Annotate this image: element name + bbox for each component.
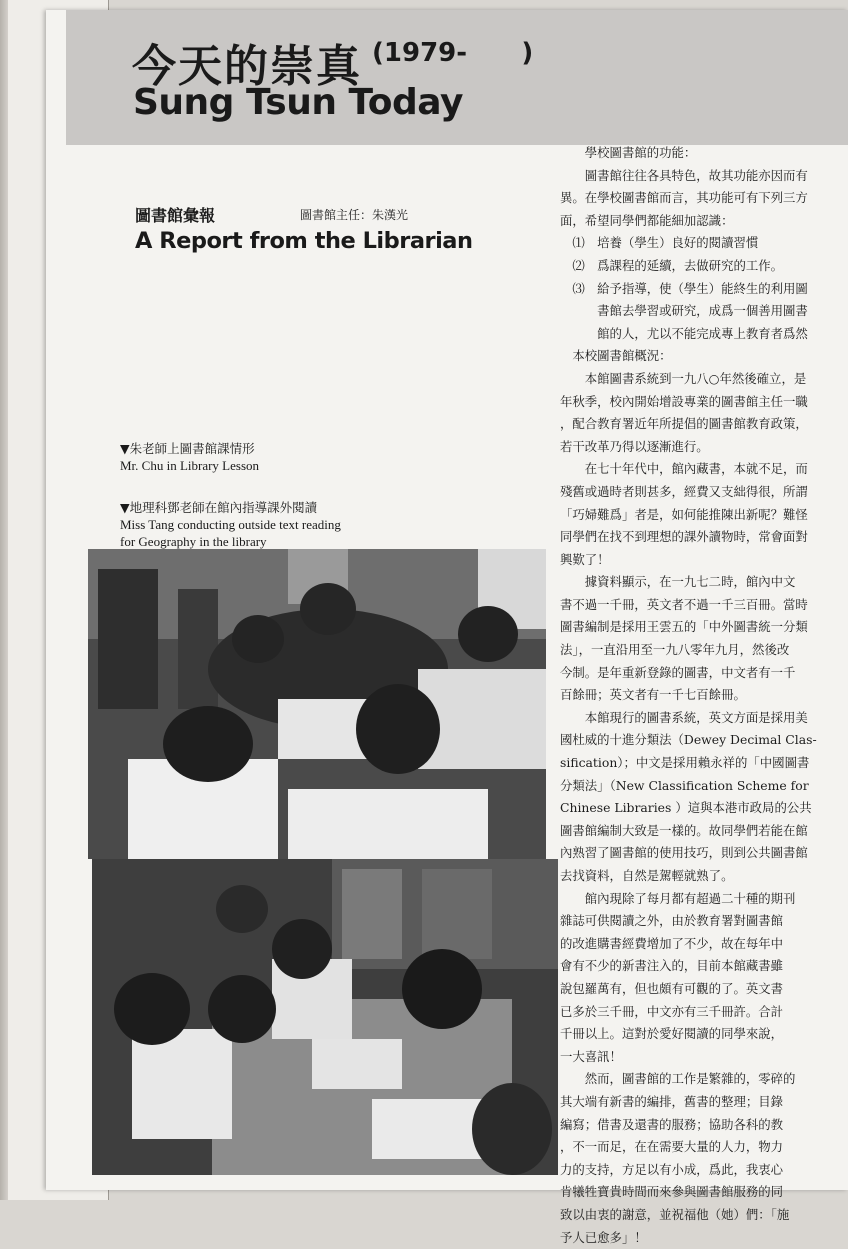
- caption-english: Mr. Chu in Library Lesson: [120, 457, 259, 474]
- article-line: 學校圖書館的功能：: [560, 142, 848, 165]
- article-line: 其大端有新書的編排，舊書的整理；目錄: [560, 1091, 848, 1114]
- article-line: 編寫；借書及還書的服務；協助各科的教: [560, 1114, 848, 1137]
- article-line: 的改進購書經費增加了不少，故在每年中: [560, 933, 848, 956]
- article-line: 會有不少的新書注入的，目前本館藏書雖: [560, 955, 848, 978]
- report-author: 圖書館主任：朱漢光: [300, 206, 408, 223]
- article-line: 本校圖書館概況：: [560, 345, 848, 368]
- report-title-chinese: 圖書館彙報: [135, 203, 215, 226]
- caption-english: Miss Tang conducting outside text reading: [120, 516, 341, 533]
- article-line: 然而，圖書館的工作是繁雜的，零碎的: [560, 1068, 848, 1091]
- article-line: 在七十年代中，館內藏書，本就不足，而: [560, 458, 848, 481]
- article-line: 內熟習了圖書館的使用技巧，則到公共圖書館: [560, 842, 848, 865]
- article-line: 圖書編制是採用王雲五的「中外圖書統一分類: [560, 616, 848, 639]
- article-line: 殘舊或過時者則甚多，經費又支絀得很，所謂: [560, 481, 848, 504]
- article-line: 說包羅萬有，但也頗有可觀的了。英文書: [560, 978, 848, 1001]
- header-title-english: Sung Tsun Today: [133, 82, 463, 123]
- article-line: 肯犧牲寶貴時間而來參與圖書館服務的同: [560, 1181, 848, 1204]
- article-line: 雜誌可供閱讀之外，由於教育署對圖書館: [560, 910, 848, 933]
- article-line: 書不過一千冊，英文者不過一千三百冊。當時: [560, 594, 848, 617]
- header-title-chinese: 今天的崇真: [132, 30, 362, 94]
- article-line: 百餘冊；英文者有一千七百餘冊。: [560, 684, 848, 707]
- article-line: sification）；中文是採用賴永祥的「中國圖書: [560, 752, 848, 775]
- article-line: 書館去學習或研究，成爲一個善用圖書: [560, 300, 848, 323]
- article-line: 法」，一直沿用至一九八零年九月，然後改: [560, 639, 848, 662]
- article-body: [560, 142, 848, 1249]
- article-line: 面，希望同學們都能細加認識：: [560, 210, 848, 233]
- article-line: 已多於三千冊，中文亦有三千冊許。合計: [560, 1001, 848, 1024]
- article-line: ⑶ 給予指導，使（學生）能終生的利用圖: [560, 278, 848, 301]
- caption-chinese: ▼地理科鄧老師在館內指導課外閱讀: [120, 499, 341, 516]
- article-line: 館的人，尤以不能完成專上教育者爲然: [560, 323, 848, 346]
- article-line: 若干改革乃得以逐漸進行。: [560, 436, 848, 459]
- article-line: ⑴ 培養（學生）良好的閱讀習慣: [560, 232, 848, 255]
- article-line: ，不一而足，在在需要大量的人力，物力: [560, 1136, 848, 1159]
- article-line: 千冊以上。這對於愛好閱讀的同學來說，: [560, 1023, 848, 1046]
- article-line: 致以由衷的謝意，並祝福他（她）們：「施: [560, 1204, 848, 1227]
- caption-english-line2: for Geography in the library: [120, 533, 341, 550]
- article-line: 興歎了！: [560, 549, 848, 572]
- photo-caption-2: [120, 499, 341, 550]
- article-line: 「巧婦難爲」者是，如何能推陳出新呢？難怪: [560, 504, 848, 527]
- article-line: 同學們在找不到理想的課外讀物時，常會面對: [560, 526, 848, 549]
- article-line: 一大喜訊！: [560, 1046, 848, 1069]
- article-line: 本館現行的圖書系統，英文方面是採用美: [560, 707, 848, 730]
- article-line: 圖書館往往各具特色，故其功能亦因而有: [560, 165, 848, 188]
- article-line: 去找資料，自然是駕輕就熟了。: [560, 865, 848, 888]
- article-line: 今制。是年重新登錄的圖書，中文者有一千: [560, 662, 848, 685]
- geography-reading-photo: [92, 859, 558, 1175]
- article-line: 據資料顯示，在一九七二時，館內中文: [560, 571, 848, 594]
- article-line: ，配合教育署近年所提倡的圖書館教育政策，: [560, 413, 848, 436]
- article-line: Chinese Libraries ）這與本港市政局的公共: [560, 797, 848, 820]
- article-line: 館內現除了每月都有超過二十種的期刊: [560, 888, 848, 911]
- photo-caption-1: [120, 440, 259, 474]
- article-line: 予人已愈多」！: [560, 1227, 848, 1249]
- article-line: ⑵ 爲課程的延續，去做研究的工作。: [560, 255, 848, 278]
- article-line: 力的支持，方足以有小成，爲此，我衷心: [560, 1159, 848, 1182]
- article-line: 國杜威的十進分類法（Dewey Decimal Clas-: [560, 729, 848, 752]
- article-line: 分類法」（New Classification Scheme for: [560, 775, 848, 798]
- caption-chinese: ▼朱老師上圖書館課情形: [120, 440, 259, 457]
- article-line: 年秋季，校內開始增設專業的圖書館主任一職: [560, 391, 848, 414]
- library-lesson-photo: [88, 549, 546, 859]
- article-line: 圖書館編制大致是一樣的。故同學們若能在館: [560, 820, 848, 843]
- report-title-english: A Report from the Librarian: [135, 228, 473, 254]
- article-line: 本館圖書系統到一九八○年然後確立，是: [560, 368, 848, 391]
- article-line: 異。在學校圖書館而言，其功能可有下列三方: [560, 187, 848, 210]
- header-years: (1979- ): [372, 38, 533, 68]
